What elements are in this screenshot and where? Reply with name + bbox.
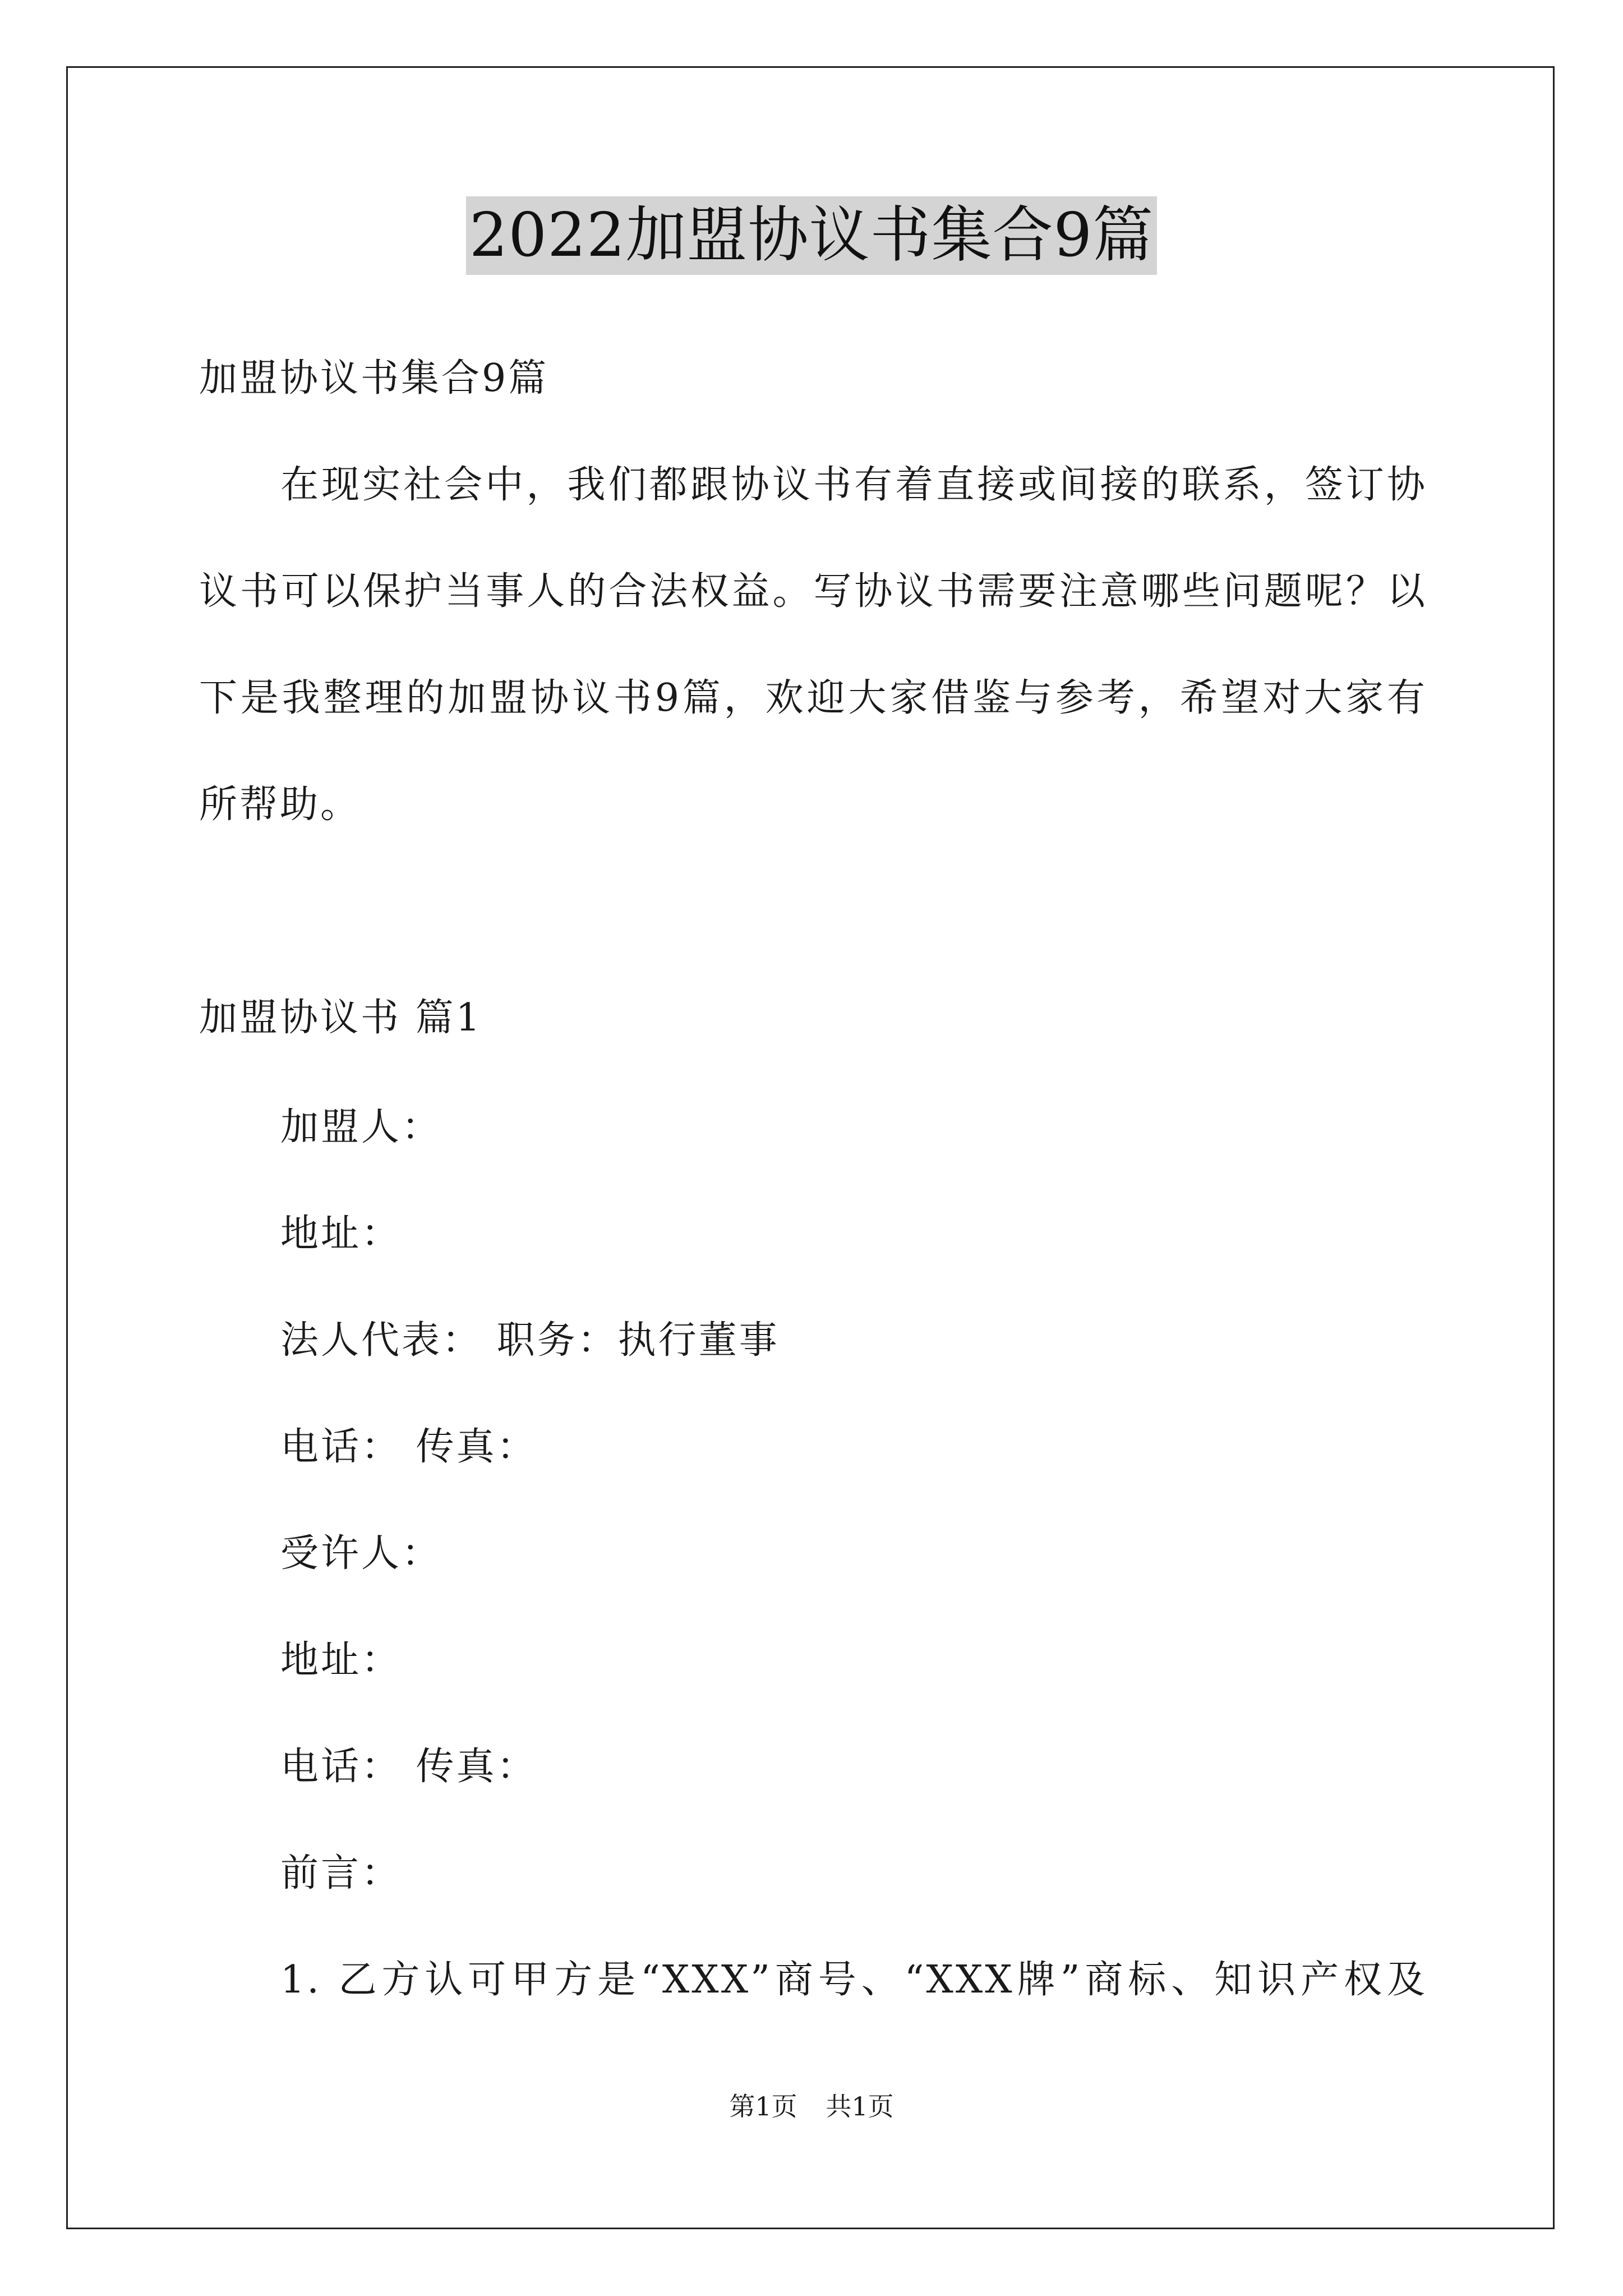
intro-line-1: 在现实社会中，我们都跟协议书有着直接或间接的联系，签订协 (280, 463, 1427, 507)
field-licensee: 受许人： (280, 1531, 442, 1576)
field-phone-fax-1: 电话： 传真： (280, 1425, 537, 1469)
clause-1: 1. 乙方认可甲方是“XXX”商号、“XXX牌”商标、知识产权及 (280, 1958, 1427, 2002)
document-subtitle: 加盟协议书集合9篇 (199, 356, 549, 401)
document-title: 2022加盟协议书集合9篇 (466, 196, 1158, 275)
field-franchisor: 加盟人： (280, 1105, 442, 1149)
intro-line-4: 所帮助。 (199, 783, 361, 827)
field-phone-fax-2: 电话： 传真： (280, 1745, 537, 1789)
intro-line-3: 下是我整理的加盟协议书9篇，欢迎大家借鉴与参考，希望对大家有 (199, 676, 1427, 720)
intro-line-2: 议书可以保护当事人的合法权益。写协议书需要注意哪些问题呢？以 (199, 569, 1427, 614)
page-footer (0, 2090, 1623, 2123)
field-legal-rep: 法人代表： 职务：执行董事 (280, 1318, 780, 1363)
page-total: 共1页 (826, 2091, 894, 2122)
field-preface: 前言： (280, 1851, 402, 1895)
field-address-1: 地址： (280, 1212, 402, 1256)
field-address-2: 地址： (280, 1638, 402, 1682)
title-wrap (0, 196, 1623, 275)
page-current: 第1页 (729, 2091, 797, 2122)
section-heading: 加盟协议书 篇1 (199, 996, 482, 1040)
